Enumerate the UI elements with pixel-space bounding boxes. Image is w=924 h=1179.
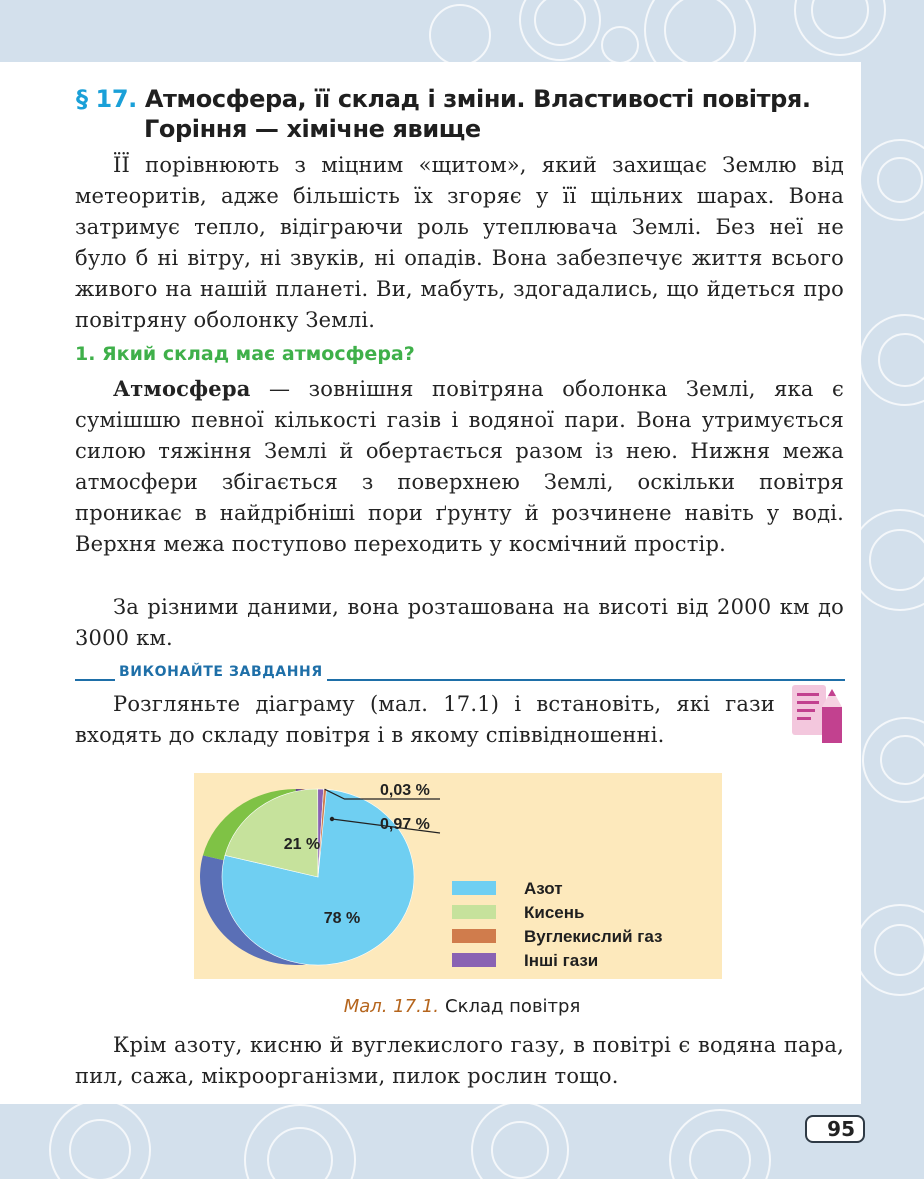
definition-paragraph (75, 373, 844, 560)
term-atmosphere: Атмосфера (113, 376, 251, 401)
title-line-1: Атмосфера, її склад і зміни. Властивості повітря. (144, 85, 811, 113)
altitude-paragraph (75, 592, 844, 654)
task-paragraph (75, 689, 775, 751)
legend-swatch-0 (452, 881, 496, 895)
legend-label-2: Вуглекислий газ (524, 927, 663, 946)
legend-swatch-2 (452, 929, 496, 943)
task-label: ВИКОНАЙТЕ ЗАВДАННЯ (115, 662, 327, 682)
task-text: Розгляньте діаграму (мал. 17.1) і встановіть, які гази входять до складу повітря і в якому співвідношенні. (75, 692, 775, 747)
label-co2: 0,03 % (380, 782, 430, 799)
section-heading: 1. Який склад має атмосфера? (75, 343, 415, 365)
section-title (76, 84, 846, 144)
closing-paragraph (75, 1030, 844, 1092)
label-other: 0,97 % (380, 816, 430, 833)
intro-paragraph (75, 150, 844, 336)
task-notebook-icon (790, 683, 846, 745)
legend-label-0: Азот (524, 879, 563, 898)
intro-text: ЇЇ порівнюють з міцним «щитом», який захищає Землю від метеоритів, адже більшість їх згоряє у її щільних шарах. Вона затримує тепло, відіграючи роль утеплювача Землі. Без неї не було б ні вітру, ні звуків, ні опадів. Вона забезпечує життя всього живого на нашій планеті. Ви, мабуть, здогадались, що йдеться про повітряну оболонку Землі. (75, 153, 844, 332)
page-number: 95 (805, 1115, 865, 1143)
legend-swatch-3 (452, 953, 496, 967)
title-line-2: Горіння — хімічне явище (144, 115, 481, 143)
caption-number: Мал. 17.1. (343, 996, 440, 1017)
air-composition-chart (194, 773, 722, 979)
legend-swatch-1 (452, 905, 496, 919)
figure-caption (0, 996, 924, 1017)
legend-label-1: Кисень (524, 903, 585, 922)
definition-text: — зовнішня повітряна оболонка Землі, яка є сумішшю певної кількості газів і водяної пари. Вона утримується силою тяжіння Землі й обертається разом із нею. Нижня межа атмосфери збігається з поверхнею Землі, оскільки повітря проникає в найдрібніші пори ґрунту й розчинене навіть у воді. Верхня межа поступово переходить у космічний простір. (75, 377, 844, 556)
caption-text: Склад повітря (445, 996, 581, 1017)
leader-dot (330, 817, 334, 821)
section-number: § 17. (76, 85, 137, 113)
legend-label-3: Інші гази (524, 951, 599, 970)
altitude-text: За різними даними, вона розташована на висоті від 2000 км до 3000 км. (75, 595, 844, 650)
closing-text: Крім азоту, кисню й вуглекислого газу, в повітрі є водяна пара, пил, сажа, мікроорганізми, пилок рослин тощо. (75, 1033, 844, 1088)
label-nitrogen: 78 % (323, 910, 361, 927)
task-header (75, 662, 845, 684)
label-oxygen: 21 % (283, 836, 321, 853)
